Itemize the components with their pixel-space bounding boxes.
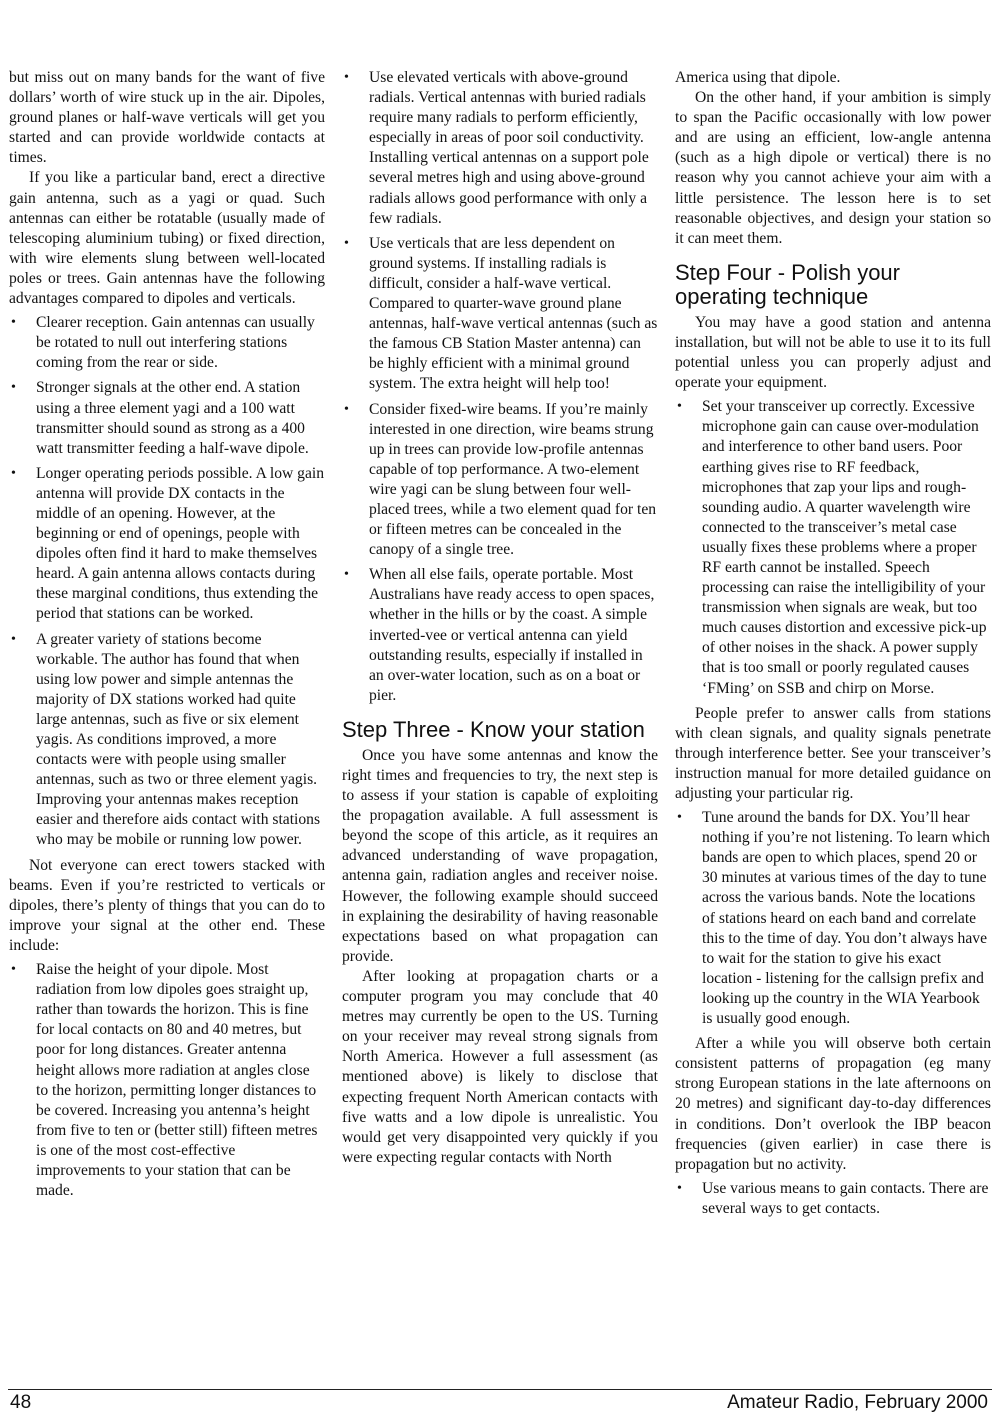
list-item: • Use verticals that are less dependent on ground systems. If installing radials is difficult, consider a half-wave vertical. Compared to quarter-wave ground plane antennas, half-wave vertical antennas (such as the famous CB Station Master antenna) can be highly efficient with a minimal ground system. The extra height will help too! (342, 234, 658, 395)
bullet-list (675, 397, 991, 698)
paragraph: People prefer to answer calls from stations with clean signals, and quality signals penetrate through interference better. See your transceiver’s instruction manual for more detailed guidance on adjusting your particular rig. (675, 704, 991, 802)
list-item: • Consider fixed-wire beams. If you’re mainly interested in one direction, wire beams strung up in trees can provide low-profile antennas capable of top performance. A two-element wire yagi can be slung between four well-placed trees, while a two element quad for ten or fifteen metres can be concealed in the canopy of a single tree. (342, 400, 658, 561)
bullet-list (342, 68, 658, 706)
paragraph: If you like a particular band, erect a directive gain antenna, such as a yagi or quad. Such antennas can either be rotatable (usually made of telescoping aluminium tubing) or fixed direction, with wire elements slung between well-located poles or trees. Gain antennas have the following advantages compared to dipoles and verticals. (9, 169, 325, 308)
bullet-list (9, 960, 325, 1201)
footer-divider (8, 1389, 992, 1390)
paragraph: but miss out on many bands for the want of five dollars’ worth of wire stuck up in the air. Dipoles, ground planes or half-wave verticals will get you started and can provide worldwide contacts at times. (9, 69, 325, 167)
section-heading: Step Four - Polish your operating technique (675, 259, 900, 309)
page-number: 48 (10, 1392, 32, 1413)
paragraph: After a while you will observe both certain consistent patterns of propagation (eg many strong European stations in the late afternoons on 20 metres) and significant day-to-day differences in conditions. Don’t overlook the IBP beacon frequencies (given earlier) in case there is propagation but no activity. (675, 1035, 991, 1173)
column-2 (342, 68, 658, 1168)
bullet-list (675, 1179, 991, 1219)
list-item: • Clearer reception. Gain antennas can usually be rotated to null out interfering stations coming from the rear or side. (9, 313, 325, 373)
paragraph: After looking at propagation charts or a computer program you may conclude that 40 metres may currently be open to the US. Turning on your receiver may reveal strong signals from North America. However a full assessment (as mentioned above) is likely to disclose that expecting frequent North American contacts with five watts and a low dipole is unrealistic. You would get very disappointed very quickly if you were expecting regular contacts with North (342, 967, 658, 1166)
list-item: • Longer operating periods possible. A low gain antenna will provide DX contacts in the middle of an opening. However, at the beginning or end of openings, people with dipoles often find it hard to make themselves heard. A gain antenna allows contacts during these marginal conditions, thus extending the period that stations can be worked. (9, 464, 325, 625)
paragraph: Once you have some antennas and know the right times and frequencies to try, the next step is to assess if your station is capable of exploiting the propagation available. A full assessment is beyond the scope of this article, as it requires an advanced understanding of wave propagation, antenna gain, radiation angles and receiver noise. However, the following example should succeed in explaining the desirability of having reasonable expectations based on what propagation can provide. (342, 746, 658, 965)
column-3 (675, 68, 991, 1224)
list-item: • When all else fails, operate portable. Most Australians have ready access to open spaces, whether in the hills or by the coast. A simple inverted-vee or vertical antenna can yield outstanding results, especially if installed in an over-water location, such as on a boat or pier. (342, 565, 658, 706)
column-1 (9, 68, 325, 1206)
list-item: • Raise the height of your dipole. Most radiation from low dipoles goes straight up, rather than towards the horizon. This is fine for local contacts on 80 and 40 metres, but poor for long distances. Greater antenna height allows more radiation at angles close to the horizon, permitting longer distances to be covered. Increasing you antenna’s height from five to ten or (better still) fifteen metres is one of the most cost-effective improvements to your station that can be made. (9, 960, 325, 1201)
paragraph: On the other hand, if your ambition is simply to span the Pacific occasionally with low power and are using an efficient, low-angle antenna (such as a high dipole or vertical) there is no reason why you cannot achieve your aim with a little persistence. The lesson here is to set reasonable objectives, and design your station so it can meet them. (675, 89, 991, 247)
paragraph: Not everyone can erect towers stacked with beams. Even if you’re restricted to verticals or dipoles, there’s plenty of things that you can do to improve your signal at the other end. These include: (9, 856, 325, 954)
paragraph: You may have a good station and antenna installation, but will not be able to use it to its full potential unless you can properly adjust and operate your equipment. (675, 313, 991, 392)
bullet-list (9, 313, 325, 850)
list-item: • Set your transceiver up correctly. Excessive microphone gain can cause over-modulation and interference to other band users. Poor earthing gives rise to RF feedback, microphones that zap your lips and rough-sounding audio. A quarter wavelength wire connected to the transceiver’s metal case usually fixes these problems where a proper RF earth cannot be installed. Speech processing can raise the intelligibility of your transmission when signals are weak, but too much causes distortion and excessive pick-up of other noises in the shack. A power supply that is too small or poorly regulated causes ‘FMing’ on SSB and chirp on Morse. (675, 397, 991, 698)
paragraph: America using that dipole. (675, 69, 841, 86)
list-item: • Stronger signals at the other end. A station using a three element yagi and a 100 watt transmitter should sound as strong as a 400 watt transmitter feeding a half-wave dipole. (9, 378, 325, 458)
publication-footer: Amateur Radio, February 2000 (727, 1392, 988, 1413)
list-item: • Use various means to gain contacts. There are several ways to get contacts. (675, 1179, 991, 1219)
list-item: • Tune around the bands for DX. You’ll hear nothing if you’re not listening. To learn which bands are open to which places, spend 20 or 30 minutes at various times of the day to tune across the various bands. Note the locations of stations heard on each band and correlate this to the time of day. You don’t always have to wait for the station to give his exact location - listening for the callsign prefix and looking up the country in the WIA Yearbook is usually good enough. (675, 808, 991, 1029)
bullet-list (675, 808, 991, 1029)
section-heading: Step Three - Know your station (342, 716, 645, 742)
list-item: • Use elevated verticals with above-ground radials. Vertical antennas with buried radials require many radials to perform efficiently, especially in areas of poor soil conductivity. Installing vertical antennas on a support pole several metres high and using above-ground radials allows good performance with only a few radials. (342, 68, 658, 229)
list-item: • A greater variety of stations become workable. The author has found that when using low power and simple antennas the majority of DX stations worked had quite large antennas, such as five or six element yagis. As conditions improved, a more contacts were with people using smaller antennas, such as two or three element yagis. Improving your antennas makes reception easier and therefore aids contact with stations who may be mobile or running low power. (9, 630, 325, 851)
